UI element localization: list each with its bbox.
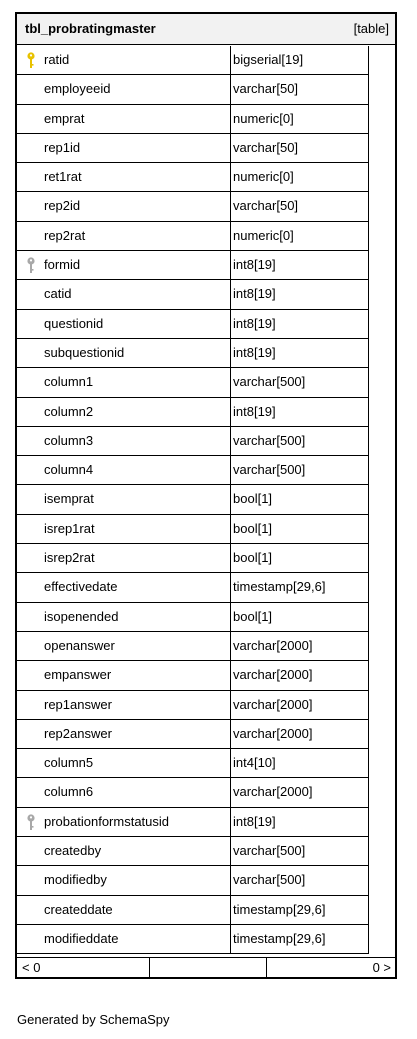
- column-type: int4[10]: [231, 749, 369, 778]
- column-row: [17, 75, 395, 104]
- column-row: [17, 925, 395, 954]
- column-name: emprat: [17, 105, 231, 134]
- column-type: timestamp[29,6]: [231, 925, 369, 954]
- column-type: bigserial[19]: [231, 46, 369, 75]
- column-type: varchar[50]: [231, 134, 369, 163]
- column-type: int8[19]: [231, 398, 369, 427]
- column-name: column3: [17, 427, 231, 456]
- column-row: [17, 427, 395, 456]
- column-name: catid: [17, 280, 231, 309]
- column-type: varchar[2000]: [231, 661, 369, 690]
- column-name: subquestionid: [17, 339, 231, 368]
- column-row: [17, 105, 395, 134]
- column-type: numeric[0]: [231, 163, 369, 192]
- column-row: [17, 456, 395, 485]
- table-header: [17, 14, 395, 45]
- column-name: rep2answer: [17, 720, 231, 749]
- table-footer: [17, 957, 395, 977]
- column-row: [17, 573, 395, 602]
- schema-table: [15, 12, 397, 979]
- column-type: varchar[50]: [231, 192, 369, 221]
- column-name: isemprat: [17, 485, 231, 514]
- foreign-key-icon: [26, 814, 36, 831]
- column-row: [17, 46, 395, 75]
- column-name: createdby: [17, 837, 231, 866]
- column-name: column6: [17, 778, 231, 807]
- column-row: [17, 280, 395, 309]
- column-name: isopenended: [17, 603, 231, 632]
- column-row: [17, 485, 395, 514]
- column-name: effectivedate: [17, 573, 231, 602]
- column-row: [17, 310, 395, 339]
- column-type: int8[19]: [231, 251, 369, 280]
- column-row: [17, 368, 395, 397]
- column-name: column5: [17, 749, 231, 778]
- table-name: tbl_probratingmaster: [25, 21, 156, 36]
- column-row: [17, 339, 395, 368]
- column-row: [17, 896, 395, 925]
- column-row: [17, 632, 395, 661]
- column-row: [17, 192, 395, 221]
- column-name: employeeid: [17, 75, 231, 104]
- column-name: openanswer: [17, 632, 231, 661]
- column-name: questionid: [17, 310, 231, 339]
- column-type: int8[19]: [231, 339, 369, 368]
- column-type: int8[19]: [231, 310, 369, 339]
- column-name: rep1id: [17, 134, 231, 163]
- column-type: numeric[0]: [231, 105, 369, 134]
- column-type: varchar[500]: [231, 427, 369, 456]
- column-row: [17, 544, 395, 573]
- column-type: timestamp[29,6]: [231, 573, 369, 602]
- footer-parent-count: < 0: [17, 958, 150, 978]
- column-name: column4: [17, 456, 231, 485]
- column-type: varchar[50]: [231, 75, 369, 104]
- column-type: varchar[2000]: [231, 632, 369, 661]
- column-row: [17, 163, 395, 192]
- column-row: [17, 837, 395, 866]
- column-name: column2: [17, 398, 231, 427]
- generated-by-credit: Generated by SchemaSpy: [17, 1012, 170, 1027]
- column-name: modifiedby: [17, 866, 231, 895]
- column-type: numeric[0]: [231, 222, 369, 251]
- column-name: ratid: [17, 46, 231, 75]
- column-row: [17, 398, 395, 427]
- column-name: createddate: [17, 896, 231, 925]
- column-list: [17, 46, 395, 954]
- column-row: [17, 603, 395, 632]
- column-name: isrep1rat: [17, 515, 231, 544]
- column-type: varchar[2000]: [231, 778, 369, 807]
- column-type: varchar[500]: [231, 837, 369, 866]
- column-name: rep2id: [17, 192, 231, 221]
- column-row: [17, 661, 395, 690]
- column-name: isrep2rat: [17, 544, 231, 573]
- column-name: rep2rat: [17, 222, 231, 251]
- column-name: rep1answer: [17, 691, 231, 720]
- column-type: varchar[2000]: [231, 720, 369, 749]
- column-row: [17, 778, 395, 807]
- column-row: [17, 691, 395, 720]
- column-type: int8[19]: [231, 280, 369, 309]
- column-type: timestamp[29,6]: [231, 896, 369, 925]
- column-row: [17, 134, 395, 163]
- footer-spacer: [150, 958, 267, 978]
- column-type: varchar[2000]: [231, 691, 369, 720]
- column-row: [17, 749, 395, 778]
- column-name: empanswer: [17, 661, 231, 690]
- column-type: int8[19]: [231, 808, 369, 837]
- column-type: bool[1]: [231, 485, 369, 514]
- column-type: varchar[500]: [231, 456, 369, 485]
- column-type: varchar[500]: [231, 368, 369, 397]
- column-row: [17, 222, 395, 251]
- column-row: [17, 866, 395, 895]
- table-kind: [table]: [353, 21, 389, 36]
- column-row: [17, 251, 395, 280]
- column-type: bool[1]: [231, 515, 369, 544]
- column-name: ret1rat: [17, 163, 231, 192]
- foreign-key-icon: [26, 257, 36, 274]
- column-type: bool[1]: [231, 544, 369, 573]
- column-name: modifieddate: [17, 925, 231, 954]
- column-name: formid: [17, 251, 231, 280]
- primary-key-icon: [26, 52, 36, 69]
- column-row: [17, 808, 395, 837]
- column-type: varchar[500]: [231, 866, 369, 895]
- column-name: probationformstatusid: [17, 808, 231, 837]
- column-name: column1: [17, 368, 231, 397]
- column-type: bool[1]: [231, 603, 369, 632]
- footer-child-count: 0 >: [372, 960, 391, 975]
- column-row: [17, 720, 395, 749]
- column-row: [17, 515, 395, 544]
